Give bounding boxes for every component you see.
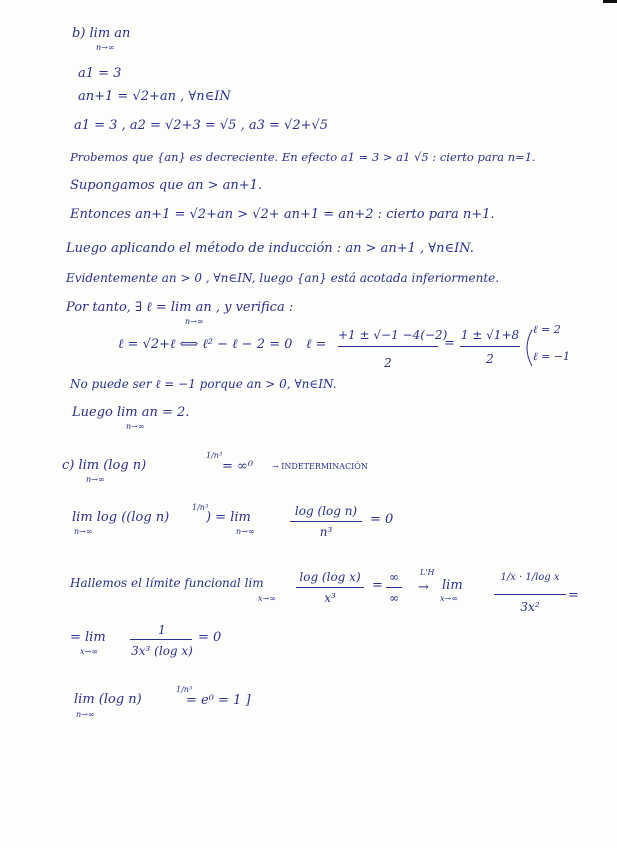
fraction-bar <box>386 587 402 588</box>
limit-result: Luego lim an = 2. <box>72 405 190 420</box>
simplified-limit: = lim <box>70 630 106 645</box>
part-c-indeterminate-form: = ∞⁰ <box>222 459 254 474</box>
part-b-heading-sub: n→∞ <box>96 43 115 52</box>
simplified-denominator: 2 <box>486 352 494 366</box>
fraction-bar <box>494 594 566 595</box>
part-b-heading: b) lim an <box>72 26 131 41</box>
functional-limit-intro: Hallemos el límite funcional lim <box>70 576 264 590</box>
simplified-result: = 0 <box>198 630 222 645</box>
functional-denominator: x³ <box>324 591 336 605</box>
log-limit-result: = 0 <box>370 512 394 527</box>
bounded-below: Evidentemente an > 0 , ∀n∈IN, luego {an} está acotada inferiormente. <box>66 271 500 285</box>
recurrence: an+1 = √2+an , ∀n∈IN <box>78 89 231 104</box>
functional-numerator: log (log x) <box>299 570 361 584</box>
log-ratio-denominator: n³ <box>319 525 333 539</box>
limit-exists-sub: n→∞ <box>185 317 204 326</box>
solution-one: ℓ = 2 <box>533 323 561 336</box>
part-c-exponent: 1/n³ <box>206 451 223 460</box>
equals-sign: = <box>568 588 579 603</box>
solution-two: ℓ = −1 <box>533 350 571 363</box>
solution-brace <box>520 328 534 368</box>
sub-n: n→∞ <box>76 710 95 719</box>
log-limit-exponent: 1/n³ <box>192 503 209 512</box>
quadratic-formula-denominator: 2 <box>384 356 392 370</box>
equals-sign: = <box>372 578 383 593</box>
induction-step: Entonces an+1 = √2+an > √2+ an+1 = an+2 : cierto para n+1. <box>70 207 495 222</box>
sub-x: x→∞ <box>258 594 276 603</box>
simplified-denominator: 3x³ (log x) <box>131 644 193 658</box>
sub-x: x→∞ <box>440 594 458 603</box>
lhopital-label: L'H <box>420 568 435 577</box>
equals-sign: = <box>444 336 455 351</box>
limit-result-sub: n→∞ <box>126 422 145 431</box>
discard-negative: No puede ser ℓ = −1 porque an > 0, ∀n∈IN. <box>70 377 337 391</box>
a1-definition: a1 = 3 <box>78 66 122 81</box>
fraction-bar <box>290 521 362 522</box>
lim-label: lim <box>442 578 463 593</box>
solution-l: ℓ = <box>306 337 327 352</box>
fraction-bar <box>460 346 520 347</box>
sub-n: n→∞ <box>236 527 255 536</box>
final-result: = e⁰ = 1 ] <box>186 693 251 708</box>
fraction-bar <box>296 587 364 588</box>
log-limit-mid: ) = lim <box>206 510 251 525</box>
simplified-numerator: 1 <box>158 623 166 637</box>
corner-mark <box>603 0 617 3</box>
fraction-bar <box>130 639 192 640</box>
first-terms: a1 = 3 , a2 = √2+3 = √5 , a3 = √2+√5 <box>74 118 329 133</box>
fraction-bar <box>338 346 438 347</box>
indeterminacy-note: → INDETERMINACIÓN <box>272 462 368 471</box>
sub-x: x→∞ <box>80 647 98 656</box>
infinity-denominator: ∞ <box>389 591 399 605</box>
fixed-point-equation: ℓ = √2+ℓ ⟺ ℓ² − ℓ − 2 = 0 <box>118 337 293 352</box>
sub-n: n→∞ <box>74 527 93 536</box>
infinity-numerator: ∞ <box>389 570 399 584</box>
final-exponent: 1/n³ <box>176 685 193 694</box>
induction-conclusion: Luego aplicando el método de inducción : an > an+1 , ∀n∈IN. <box>66 241 474 256</box>
lhopital-arrow: → <box>418 580 429 595</box>
simplified-numerator: 1 ± √1+8 <box>460 328 520 342</box>
log-limit-left: lim log ((log n) <box>72 510 170 525</box>
part-c-heading-sub: n→∞ <box>86 475 105 484</box>
final-limit: lim (log n) <box>74 692 142 707</box>
decreasing-claim: Probemos que {an} es decreciente. En efecto a1 = 3 > a1 √5 : cierto para n=1. <box>70 150 536 164</box>
induction-hypothesis: Supongamos que an > an+1. <box>70 178 263 193</box>
derivative-numerator: 1/x · 1/log x <box>500 572 560 583</box>
part-c-heading: c) lim (log n) <box>62 458 147 473</box>
limit-exists: Por tanto, ∃ ℓ = lim an , y verifica : <box>66 300 294 315</box>
quadratic-formula-numerator: +1 ± √−1 −4(−2) <box>338 328 448 342</box>
log-ratio-numerator: log (log n) <box>294 504 358 518</box>
derivative-denominator: 3x² <box>520 600 540 614</box>
